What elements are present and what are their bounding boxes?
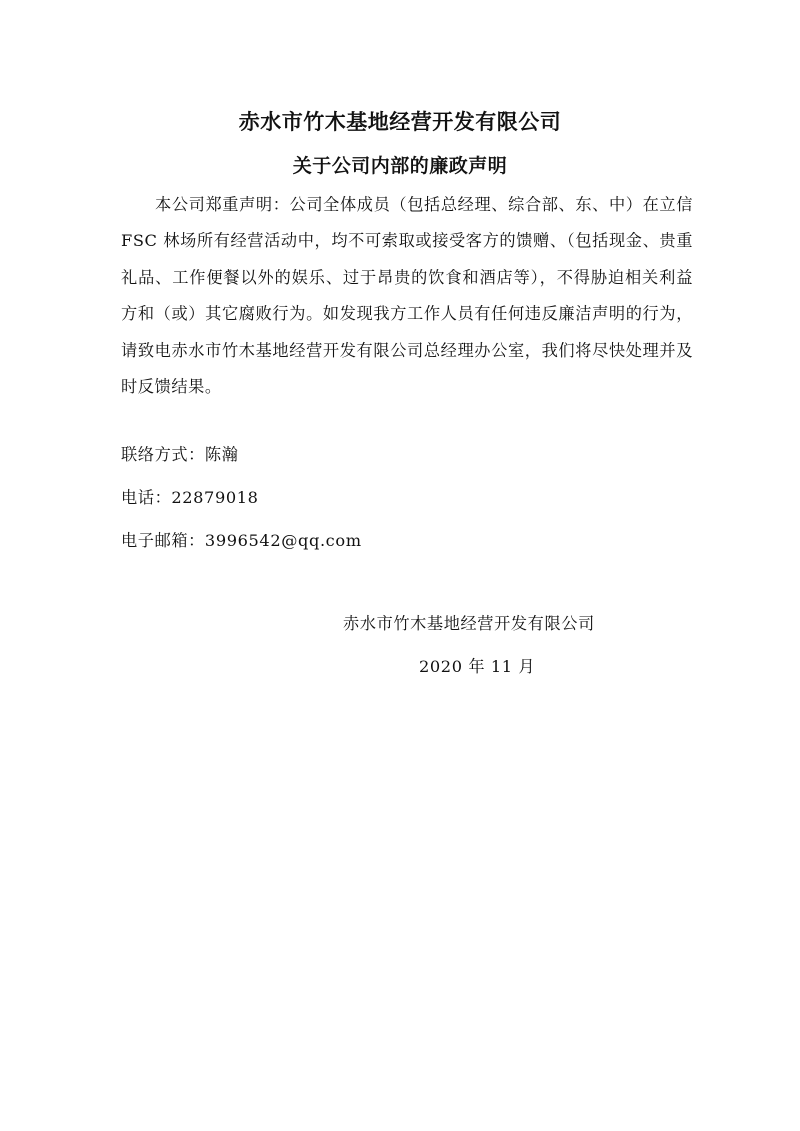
document-title: 赤水市竹木基地经营开发有限公司 [238, 110, 562, 134]
contact-person: 联络方式：陈瀚 [121, 445, 239, 464]
signature-company: 赤水市竹木基地经营开发有限公司 [343, 614, 595, 633]
contact-email: 电子邮箱：3996542@qq.com [121, 531, 362, 550]
statement-body: 本公司郑重声明：公司全体成员（包括总经理、综合部、东、中）在立信 FSC 林场所有经营活动中，均不可索取或接受客方的馈赠、（包括现金、贵重礼品、工作便餐以外的娱乐、过于昂贵的饮食和酒店等），不得胁迫相关利益方和（或）其它腐败行为。如发现我方工作人员有任何违反廉洁声明的行为，请致电赤水市竹木基地经营开发有限公司总经理办公室，我们将尽快处理并及时反馈结果。 [121, 195, 693, 397]
signature-date: 2020 年 11 月 [419, 657, 536, 676]
document-subtitle: 关于公司内部的廉政声明 [292, 155, 508, 177]
contact-phone: 电话：22879018 [121, 488, 259, 507]
